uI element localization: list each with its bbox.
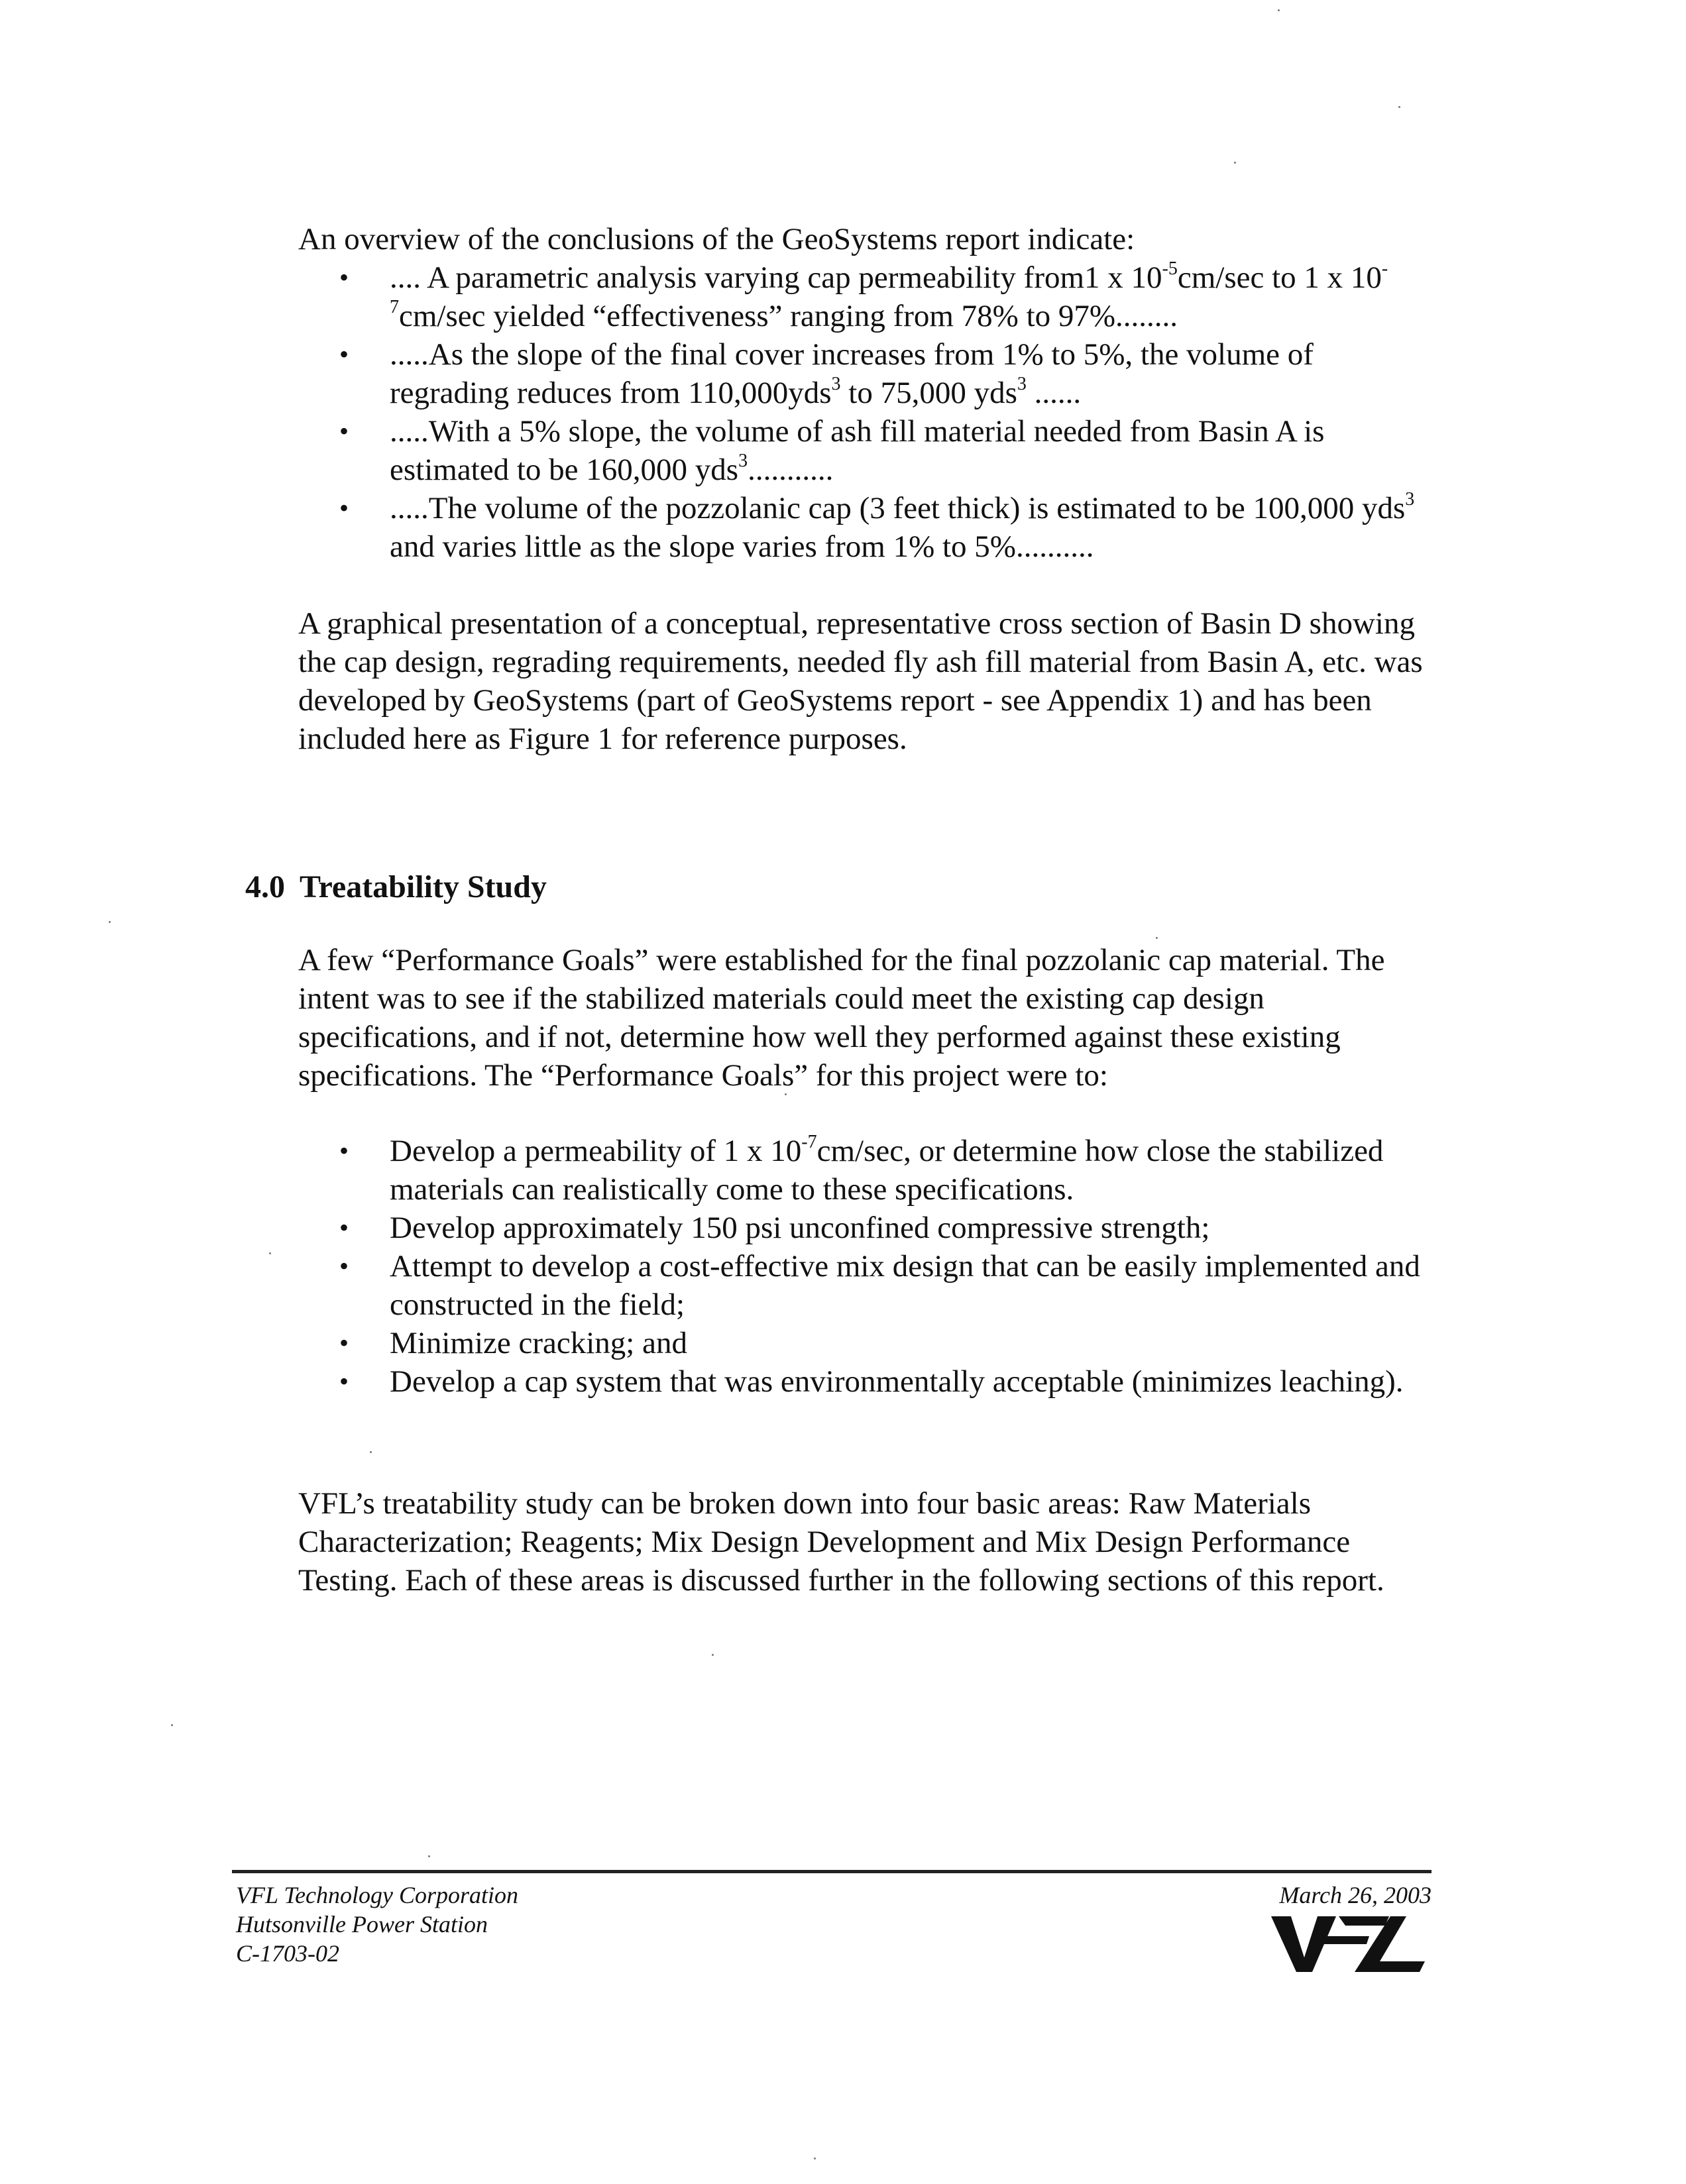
bullet-icon: •: [339, 1366, 349, 1396]
list-item: • .....As the slope of the final cover increases from 1% to 5%, the volume of regrading reduces from 110,000yds$^3$ to 75,000 yds$^3$ ......: [298, 335, 1438, 412]
figure-reference-paragraph: A graphical presentation of a conceptual, representative cross section of Basin D showing the cap design, regrading requirements, needed fly ash fill material from Basin A, etc. was developed by GeoSystems (part of GeoSystems report - see Appendix 1) and has been included here as Figure 1 for reference purposes.: [298, 606, 1423, 756]
footer-divider: [232, 1870, 1432, 1873]
scan-speck: [1398, 106, 1400, 108]
scan-speck: [109, 921, 111, 923]
scan-speck: [712, 1654, 714, 1656]
bullet-icon: •: [339, 1251, 349, 1281]
bullet-icon: •: [339, 339, 349, 369]
footer-site: Hutsonville Power Station: [236, 1911, 488, 1938]
scan-speck: [269, 1252, 271, 1254]
bullet-icon: •: [339, 1213, 349, 1242]
list-item: • Develop approximately 150 psi unconfined compressive strength;: [298, 1209, 1438, 1247]
study-areas-paragraph: VFL’s treatability study can be broken down into four basic areas: Raw Materials Characterization; Reagents; Mix Design Development and Mix Design Performance Testing. Each of these areas is discussed further in the following sections of this report.: [298, 1486, 1384, 1598]
bullet-icon: •: [339, 493, 349, 523]
list-item: • Attempt to develop a cost-effective mix design that can be easily implemented and constructed in the field;: [298, 1247, 1438, 1324]
scan-speck: [370, 1451, 372, 1453]
list-item: • Minimize cracking; and: [298, 1324, 1438, 1362]
footer-date: March 26, 2003: [1279, 1882, 1432, 1908]
section-number: 4.0: [245, 869, 285, 904]
bullet-icon: •: [339, 416, 349, 446]
list-item: • .....The volume of the pozzolanic cap (3 feet thick) is estimated to be 100,000 yds$^3$ and varies little as the slope varies from 1% to 5%..........: [339, 489, 1415, 564]
section-heading: [245, 868, 547, 906]
scan-speck: [1278, 9, 1280, 11]
scan-speck: [1234, 162, 1236, 164]
list-item: • Develop a permeability of 1 x $10^{-7}cm/\sec$, or determine how close the stabilized materials can realistically come to these specifications.: [339, 1132, 1384, 1207]
conclusions-list: [298, 258, 1438, 566]
footer-company: VFL Technology Corporation: [236, 1882, 519, 1908]
list-item: • .... A parametric analysis varying cap permeability from1 x $10^{-5}cm/\sec$ to 1 x $10^{-7}cm/\sec$ yielded “effectiveness” ranging from 78% to 97%........: [339, 258, 1388, 333]
scan-speck: [428, 1855, 430, 1857]
scan-speck: [1156, 937, 1158, 939]
intro-sentence: An overview of the conclusions of the GeoSystems report indicate:: [298, 222, 1135, 256]
bullet-icon: •: [339, 1328, 349, 1358]
goals-list: [298, 1132, 1438, 1401]
footer-info: [236, 1881, 518, 1968]
performance-goals-paragraph: A few “Performance Goals” were established for the final pozzolanic cap material. The intent was to see if the stabilized materials could meet the existing cap design specifications, and if not, determine how well they performed against these existing specifications. The “Performance Goals” for this project were to:: [298, 943, 1385, 1093]
scan-speck: [171, 1724, 173, 1726]
list-item: • .....With a 5% slope, the volume of ash fill material needed from Basin A is estimated to be 160,000 yds$^3$...........: [298, 412, 1438, 489]
scan-speck: [814, 2157, 816, 2159]
bullet-icon: •: [339, 1136, 349, 1166]
bullet-icon: •: [339, 262, 349, 292]
footer-doc-number: C-1703-02: [236, 1940, 339, 1967]
scan-speck: [785, 1093, 787, 1095]
list-item: • Develop a cap system that was environmentally acceptable (minimizes leaching).: [298, 1362, 1438, 1401]
section-title: Treatability Study: [300, 869, 547, 904]
vfl-logo-icon: [1271, 1914, 1425, 1975]
